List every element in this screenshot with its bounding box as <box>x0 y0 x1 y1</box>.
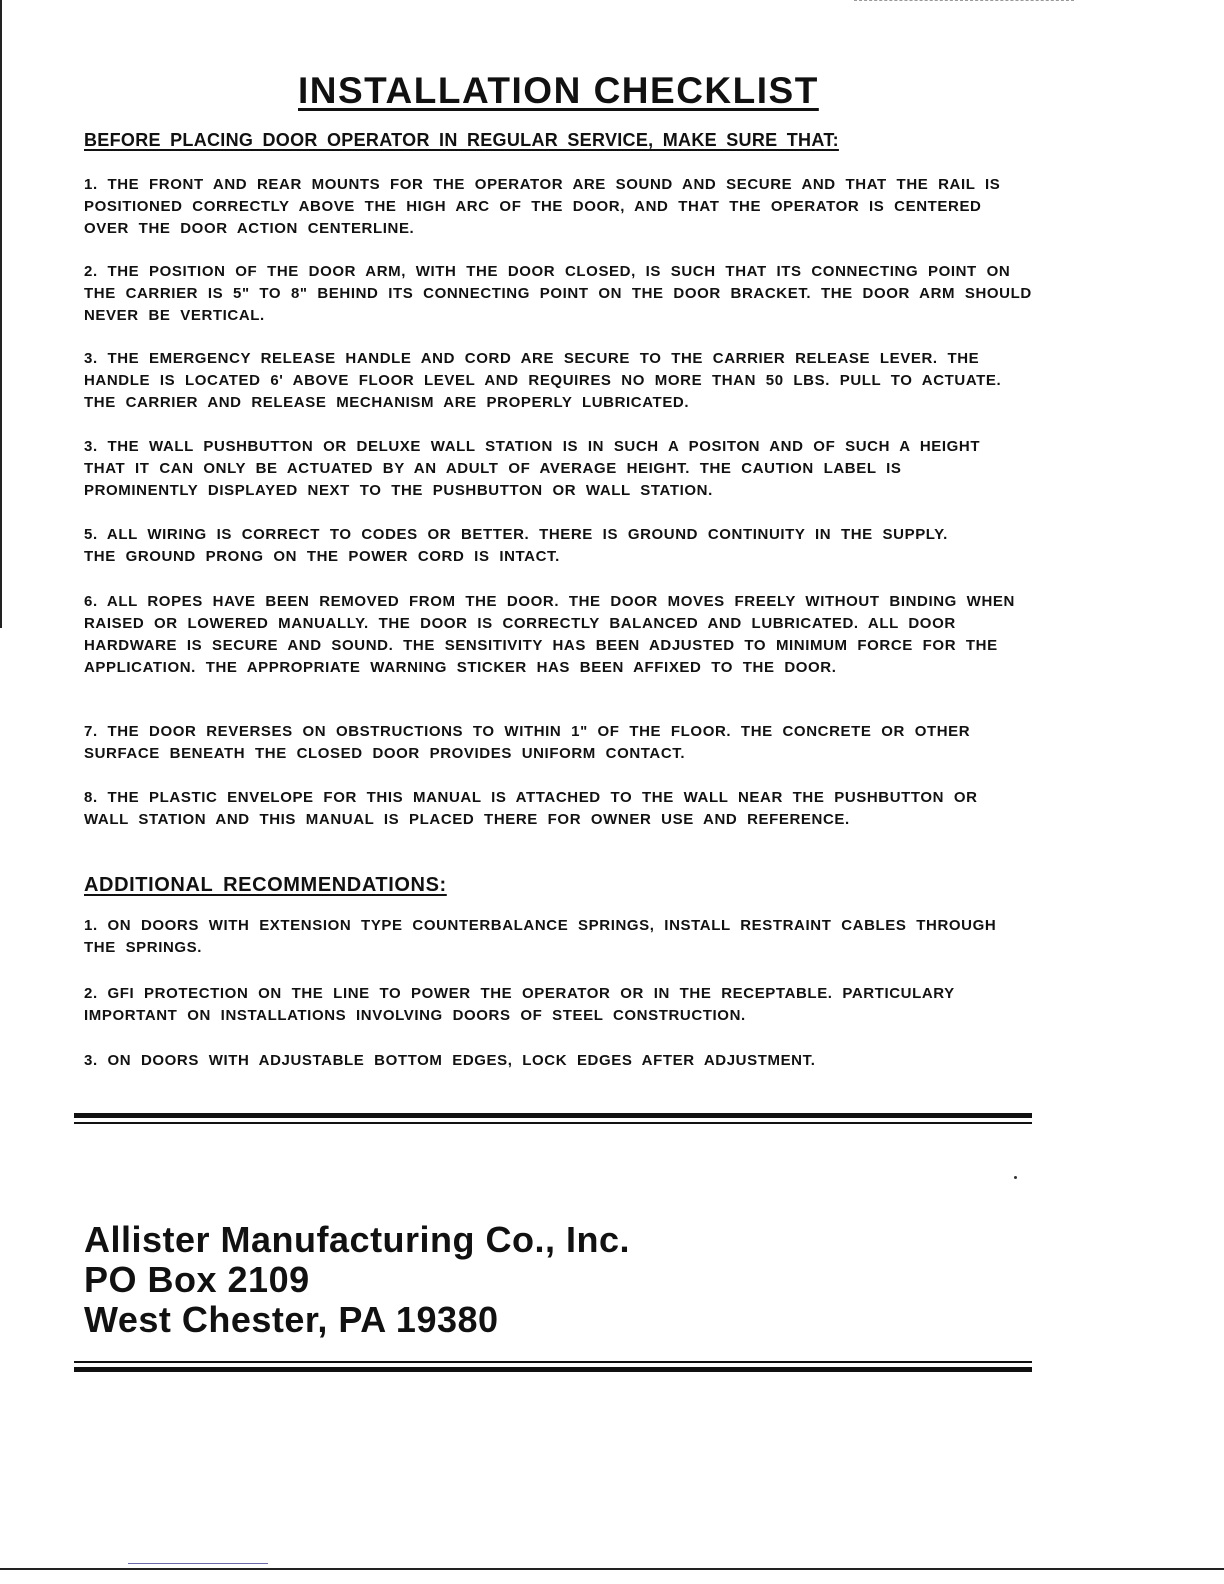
divider-lower <box>74 1361 1032 1372</box>
checklist-item-6: 6. ALL ROPES HAVE BEEN REMOVED FROM THE DOOR. THE DOOR MOVES FREELY WITHOUT BINDING WHEN RAISED OR LOWERED MANUALLY. THE DOOR IS CORRECTLY BALANCED AND LUBRICATED. ALL DOOR HARDWARE IS SECURE AND SOUND. THE SENSITIVITY HAS BEEN ADJUSTED TO MINIMUM FORCE FOR THE APPLICATION. THE APPROPRIATE WARNING STICKER HAS BEEN AFFIXED TO THE DOOR. <box>84 593 1015 676</box>
additional-recommendations-heading: ADDITIONAL RECOMMENDATIONS: <box>84 874 447 896</box>
checklist-item-4: 3. THE WALL PUSHBUTTON OR DELUXE WALL STATION IS IN SUCH A POSITON AND OF SUCH A HEIGHT THAT IT CAN ONLY BE ACTUATED BY AN ADULT OF AVERAGE HEIGHT. THE CAUTION LABEL IS PROMINENTLY DISPLAYED NEXT TO THE PUSHBUTTON OR WALL STATION. <box>84 438 981 499</box>
scan-dot <box>1014 1176 1017 1179</box>
page-bottom-edge <box>0 1568 1224 1570</box>
checklist-item-1: 1. THE FRONT AND REAR MOUNTS FOR THE OPERATOR ARE SOUND AND SECURE AND THAT THE RAIL IS POSITIONED CORRECTLY ABOVE THE HIGH ARC OF THE DOOR, AND THAT THE OPERATOR IS CENTERED OVER THE DOOR ACTION CENTERLINE. <box>84 176 1001 237</box>
recommendation-item-2: 2. GFI PROTECTION ON THE LINE TO POWER THE OPERATOR OR IN THE RECEPTABLE. PARTICULARY IMPORTANT ON INSTALLATIONS INVOLVING DOORS OF STEEL CONSTRUCTION. <box>84 985 955 1024</box>
checklist-item-8: 8. THE PLASTIC ENVELOPE FOR THIS MANUAL IS ATTACHED TO THE WALL NEAR THE PUSHBUTTON OR WALL STATION AND THIS MANUAL IS PLACED THERE FOR OWNER USE AND REFERENCE. <box>84 789 978 828</box>
checklist-item-3: 3. THE EMERGENCY RELEASE HANDLE AND CORD ARE SECURE TO THE CARRIER RELEASE LEVER. THE HANDLE IS LOCATED 6' ABOVE FLOOR LEVEL AND REQUIRES NO MORE THAN 50 LBS. PULL TO ACTUATE. THE CARRIER AND RELEASE MECHANISM ARE PROPERLY LUBRICATED. <box>84 350 1002 411</box>
checklist-item-5: 5. ALL WIRING IS CORRECT TO CODES OR BETTER. THERE IS GROUND CONTINUITY IN THE SUPPLY. THE GROUND PRONG ON THE POWER CORD IS INTACT. <box>84 526 948 565</box>
scan-specks <box>854 0 1074 4</box>
company-city: West Chester, PA 19380 <box>84 1299 499 1340</box>
checklist-item-2: 2. THE POSITION OF THE DOOR ARM, WITH THE DOOR CLOSED, IS SUCH THAT ITS CONNECTING POINT ON THE CARRIER IS 5" TO 8" BEHIND ITS CONNECTING POINT ON THE DOOR BRACKET. THE DOOR ARM SHOULD NEVER BE VERTICAL. <box>84 263 1032 324</box>
page-left-edge <box>0 0 2 628</box>
checklist-item-7: 7. THE DOOR REVERSES ON OBSTRUCTIONS TO WITHIN 1" OF THE FLOOR. THE CONCRETE OR OTHER SURFACE BENEATH THE CLOSED DOOR PROVIDES UNIFORM CONTACT. <box>84 723 971 762</box>
company-po-box: PO Box 2109 <box>84 1259 310 1300</box>
recommendation-item-1: 1. ON DOORS WITH EXTENSION TYPE COUNTERBALANCE SPRINGS, INSTALL RESTRAINT CABLES THROUGH THE SPRINGS. <box>84 917 997 956</box>
company-name: Allister Manufacturing Co., Inc. <box>84 1219 631 1260</box>
page-bottom-tab-mark <box>128 1563 268 1564</box>
company-address-block <box>84 1220 630 1340</box>
recommendation-item-3: 3. ON DOORS WITH ADJUSTABLE BOTTOM EDGES, LOCK EDGES AFTER ADJUSTMENT. <box>84 1052 816 1069</box>
page-title: INSTALLATION CHECKLIST <box>298 70 819 111</box>
before-service-heading: BEFORE PLACING DOOR OPERATOR IN REGULAR SERVICE, MAKE SURE THAT: <box>84 130 839 150</box>
divider-upper <box>74 1113 1032 1124</box>
